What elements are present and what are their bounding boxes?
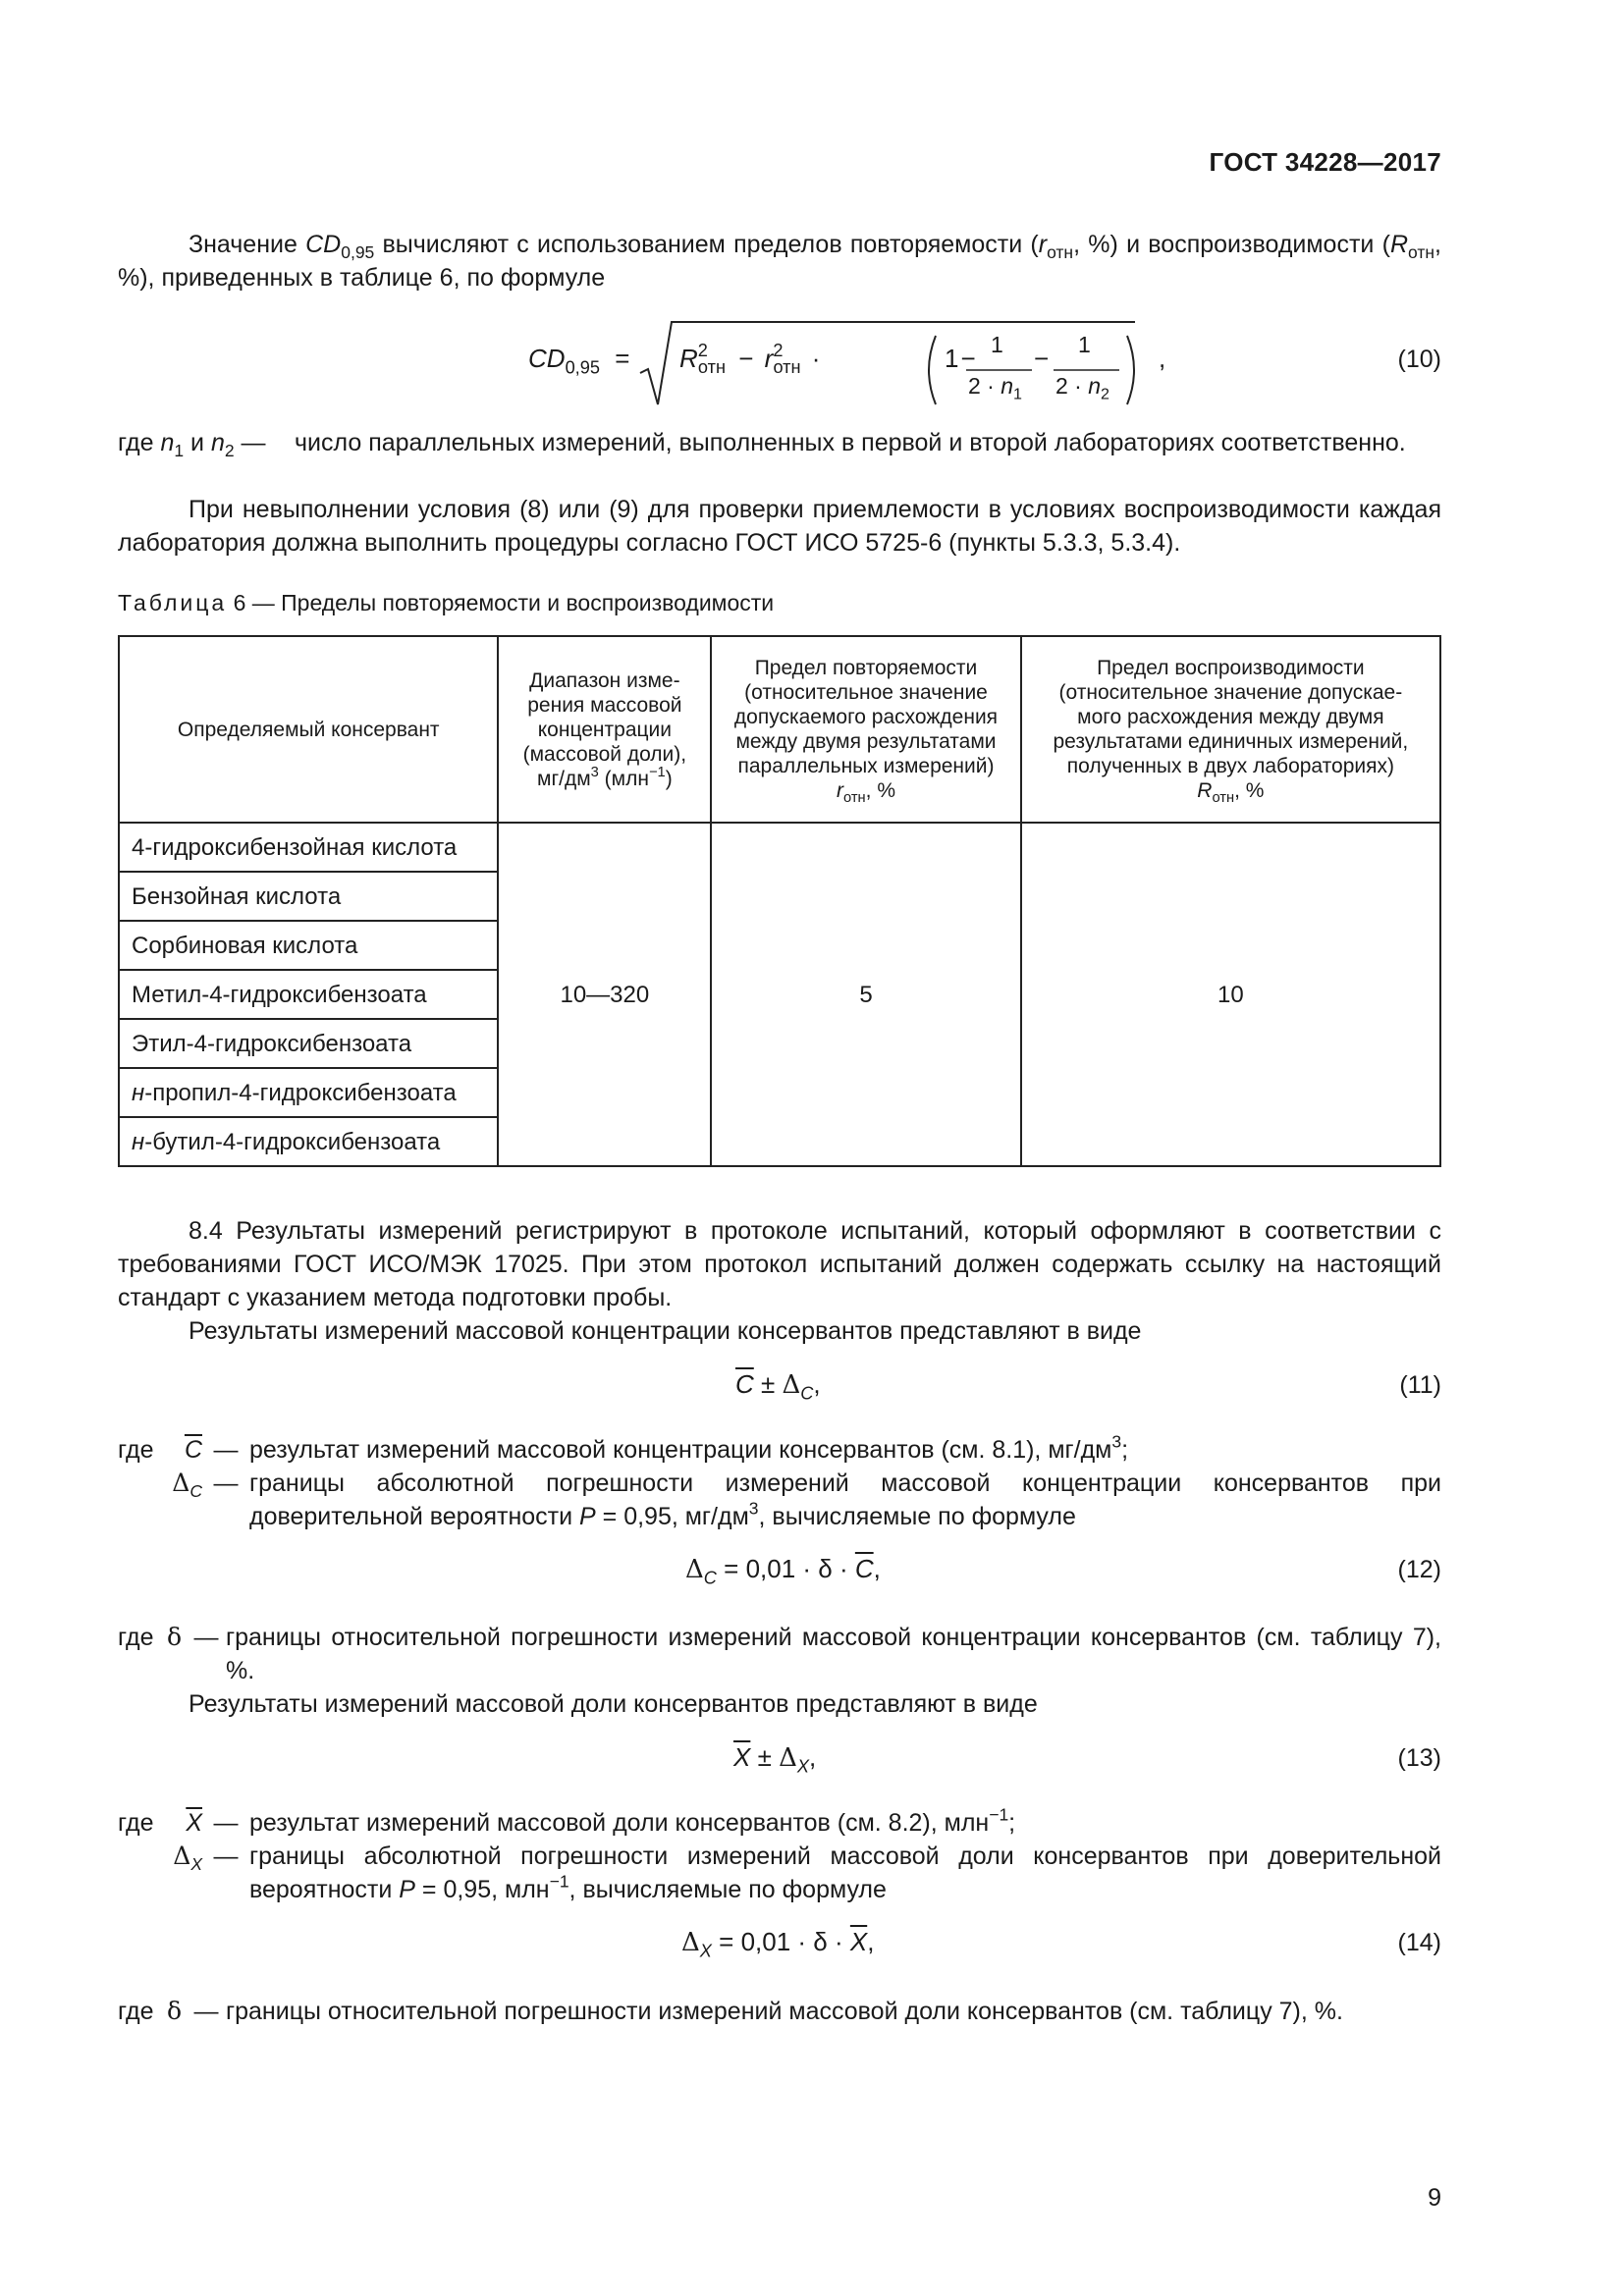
document-header: ГОСТ 34228—2017 (1209, 147, 1441, 177)
preservative-name: н-бутил-4-гидроксибензоата (119, 1117, 498, 1166)
formula-13-number: (13) (1397, 1744, 1441, 1772)
paragraph-reproducibility: При невыполнении условия (8) или (9) для проверки приемлемости в условиях воспроизводимости каждая лаборатория должна выполнить процедуры согласно ГОСТ ИСО 5725-6 (пункты 5.3.3, 5.3.4). (118, 496, 1441, 557)
paragraph-cd-intro: Значение $CD_{0,95}$ вычисляют с использованием пределов повторяемости ($r_{отн}$, %) и воспроизводимости ($R_{отн}$, %), приведенных в таблице 6, по формуле (118, 231, 1441, 292)
paragraph-concentration-intro: Результаты измерений массовой концентрации консервантов представляют в виде (189, 1317, 1142, 1345)
definition-x: где $\overline{X}$ — результат измерений массовой доли консервантов (см. 8.2), млн$^{-1}$; $\Delta_X$ — границы абсолютной погрешности измерений массовой доли консервантов при доверительной вероятности P = 0,95, млн$^{-1}$, вычисляемые по формуле (118, 1804, 1441, 1903)
preservative-name: Метил-4-гидроксибензоата (119, 970, 498, 1019)
table-6-header-range: Диапазон изме- рения массовой концентрации (массовой доли), $мг/дм^3$ (млн$^{-1}$) (498, 636, 711, 823)
paragraph-mass-fraction-intro: Результаты измерений массовой доли консервантов представляют в виде (189, 1690, 1038, 1718)
definition-n1-n2: где $n_1$ и $n_2$ — число параллельных измерений, выполненных в первой и второй лабораториях соответственно. (118, 429, 1406, 461)
formula-13: $\overline{X} \pm \Delta_X$, (13) (733, 1742, 1441, 1777)
table-6-header-preservative: Определяемый консервант (119, 636, 498, 823)
formula-14: $\Delta_X = 0,01 \cdot \delta \cdot \overline{X}$, (14) (681, 1927, 1441, 1961)
formula-14-number: (14) (1397, 1929, 1441, 1956)
definition-delta-fraction: где δ — границы относительной погрешности измерений массовой доли консервантов (см. таблицу 7), %. (118, 1997, 1343, 2025)
formula-12-number: (12) (1397, 1556, 1441, 1583)
formula-12: $\Delta_C = 0,01 \cdot \delta \cdot \overline{C}$, (12) (685, 1554, 1441, 1588)
table-6-header-repeatability: Предел повторяемости (относительное значение допускаемого расхождения между двумя результатами параллельных измерений) $r_{отн}$, % (711, 636, 1020, 823)
preservative-name: Этил-4-гидроксибензоата (119, 1019, 498, 1068)
preservative-name: Бензойная кислота (119, 872, 498, 921)
reproducibility-value: 10 (1021, 823, 1440, 1166)
formula-11-number: (11) (1399, 1371, 1441, 1399)
preservative-name: 4-гидроксибензойная кислота (119, 823, 498, 872)
definition-delta-concentration: где δ — границы относительной погрешности измерений массовой концентрации консервантов (см. таблицу 7), %. (118, 1623, 1441, 1684)
table-6 (118, 635, 1441, 1167)
page-number: 9 (1428, 2184, 1441, 2212)
table-row (119, 823, 1440, 872)
formula-10: $CD_{0,95}$ = $R^2_{отн} - r^2_{отн}$ · 1− 1 $2 \cdot n_1$ − 1 $2 \cdot n_2$ , (10) (118, 316, 1441, 410)
range-value: 10—320 (498, 823, 711, 1166)
table-6-header-reproducibility: Предел воспроизводимости (относительное значение допускае- мого расхождения между двумя результатами единичных измерений, полученных в двух лабораториях) $R_{отн}$, % (1021, 636, 1440, 823)
preservative-name: Сорбиновая кислота (119, 921, 498, 970)
preservative-name: н-пропил-4-гидроксибензоата (119, 1068, 498, 1117)
formula-10-number: (10) (1397, 346, 1441, 373)
formula-11: $\overline{C} \pm \Delta_C$, (11) (735, 1369, 1441, 1404)
table-6-header-row (119, 636, 1440, 823)
paragraph-8-4: 8.4 Результаты измерений регистрируют в протоколе испытаний, который оформляют в соответствии с требованиями ГОСТ ИСО/МЭК 17025. При этом протокол испытаний должен содержать ссылку на настоящий стандарт с указанием метода подготовки пробы. (118, 1217, 1441, 1311)
table-6-caption: Таблица 6 — Пределы повторяемости и воспроизводимости (118, 590, 775, 615)
repeatability-value: 5 (711, 823, 1020, 1166)
definition-c: где $\overline{C}$ — результат измерений массовой концентрации консервантов (см. 8.1), $мг/дм^3$; $\Delta_C$ — границы абсолютной погрешности измерений массовой концентрации консервантов при доверительной вероятности P = 0,95, $мг/дм^3$, вычисляемые по формуле (118, 1431, 1441, 1530)
